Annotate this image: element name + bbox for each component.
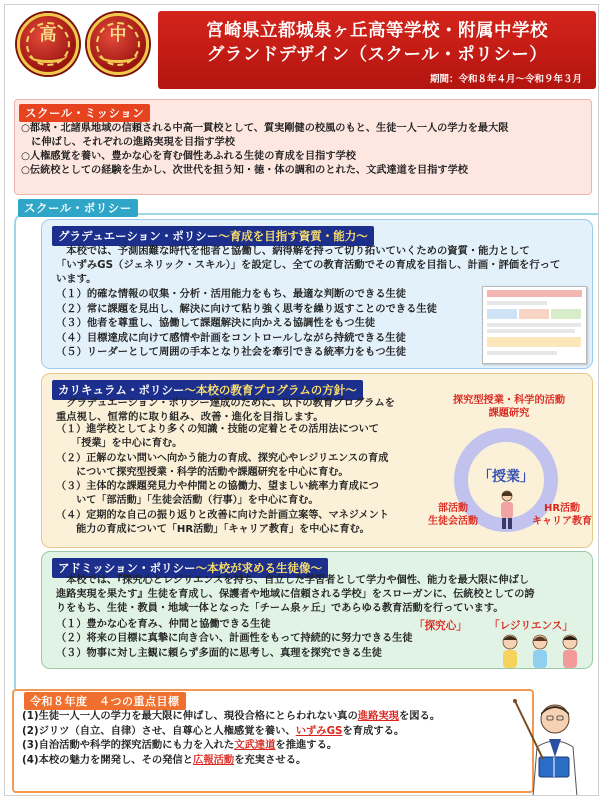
curriculum-list bbox=[56, 423, 424, 537]
mission-item: ○都城・北諸県地域の信頼される中高一貫校として、質実剛健の校風のもと、生徒一人一人の学力を最大限 bbox=[21, 123, 509, 134]
grand-design-page bbox=[4, 4, 599, 796]
mission-list bbox=[21, 122, 591, 178]
admission-intro: 本校では、『探究心とレジリエンスを持ち、自立した学習者として学力や個性、能力を最大限に伸ばし 進路実現を果たす』生徒を育成し、保護者や地域に信頼される学校」をスローガンに、伝統校としての誇 りをもち、生徒・教員・地域一体となった「チーム泉ヶ丘」であらゆる教育活動を行っています。 bbox=[56, 575, 535, 615]
goal-item: (4)本校の魅力を開発し、その発信と広報活動を充実させる。 bbox=[22, 753, 307, 766]
curriculum-policy-tag: カリキュラム・ポリシー～本校の教育プログラムの方針～ bbox=[52, 380, 363, 400]
goal-item: (3)自治活動や科学的探究活動にも力を入れた文武達道を推進する。 bbox=[22, 739, 338, 752]
goals-tag: 令和８年度 ４つの重点目標 bbox=[24, 692, 186, 710]
graduation-policy-box bbox=[41, 219, 593, 369]
diagram-label-class: 「授業」 bbox=[478, 469, 534, 485]
graduation-policy-tag: グラデュエーション・ポリシー～育成を目指す資質・能力～ bbox=[52, 226, 374, 246]
graduation-list bbox=[56, 287, 476, 360]
diagram-label-club: 部活動 生徒会活動 bbox=[428, 503, 478, 527]
title-banner bbox=[158, 11, 596, 89]
principal-illustration-icon bbox=[503, 697, 599, 796]
mission-item: ○人権感覚を養い、豊かな心を育む個性あふれる生徒の育成を目指す学校 bbox=[21, 151, 356, 162]
keyword-resilience: 「レジリエンス」 bbox=[489, 620, 573, 632]
goal-item: (1)生徒一人一人の学力を最大限に伸ばし、現役合格にとらわれない真の進路実現を図る。 bbox=[22, 710, 441, 722]
students-illustration-icon bbox=[490, 632, 590, 668]
curriculum-policy-box bbox=[41, 373, 593, 548]
admission-list bbox=[56, 618, 476, 661]
school-policy-tag: スクール・ポリシー bbox=[18, 199, 138, 217]
list-item: （２）正解のない問いへ向かう能力の育成、探究心やレジリエンスの育成 bbox=[56, 452, 389, 464]
page-subtitle: グランドデザイン（スクール・ポリシー） bbox=[206, 45, 548, 65]
page-title: 宮崎県立都城泉ヶ丘高等学校・附属中学校 bbox=[206, 21, 548, 41]
diagram-label-hr: HR活動 キャリア教育 bbox=[532, 503, 592, 527]
admission-policy-box bbox=[41, 551, 593, 669]
list-item: （４）定期的な自己の振り返りと改善に向けた計画立案等、マネジメント bbox=[56, 509, 389, 521]
list-item: 能力の育成について「HR活動」「キャリア教育」を中心に育む。 bbox=[56, 524, 370, 536]
list-item: （３）他者を尊重し、協働して課題解決に向かえる協調性をもつ生徒 bbox=[56, 317, 376, 330]
list-item: （１）進学校としてより多くの知識・技能の定着とその活用法について bbox=[56, 424, 379, 435]
izumi-gs-document-thumbnail bbox=[482, 286, 587, 364]
mission-tag: スクール・ミッション bbox=[19, 104, 150, 122]
list-item: 「授業」を中心に育む。 bbox=[56, 438, 183, 450]
diagram-label-inquiry: 探究型授業・科学的活動 課題研究 bbox=[452, 395, 566, 419]
goals-list bbox=[22, 709, 492, 767]
high-school-emblem-icon: 高 bbox=[17, 13, 79, 75]
junior-high-emblem-icon: 中 bbox=[87, 13, 149, 75]
admission-policy-tag: アドミッション・ポリシー～本校が求める生徒像～ bbox=[52, 558, 328, 578]
school-mission-section bbox=[14, 99, 592, 195]
list-item: （１）豊かな心を育み、仲間と協働できる生徒 bbox=[56, 619, 271, 630]
list-item: （５）リーダーとして周囲の手本となり社会を牽引できる統率力をもつ生徒 bbox=[56, 346, 407, 359]
list-item: （２）将来の目標に真摯に向き合い、計画性をもって持続的に努力できる生徒 bbox=[56, 633, 413, 645]
teacher-figure-icon bbox=[497, 490, 517, 530]
education-program-diagram bbox=[424, 394, 594, 544]
list-item: （３）物事に対し主観に頼らず多面的に思考し、真理を探究できる生徒 bbox=[56, 647, 382, 659]
goal-item: (2)ジリツ（自立、自律）させ、自尊心と人権感覚を養い、いずみGSを育成する。 bbox=[22, 724, 405, 737]
list-item: いて「部活動」「生徒会活動（行事）」を中心に育む。 bbox=[56, 495, 319, 507]
keyword-inquiry: 「探究心」 bbox=[414, 620, 467, 632]
header bbox=[5, 5, 598, 97]
curriculum-intro: グラデュエーション・ポリシー達成のために、以下の教育プログラムを 重点視し、恒常的に取り組み、改善・進化を目指します。 bbox=[56, 397, 395, 423]
graduation-intro: 本校では、予測困難な時代を他者と協働し、納得解を持って切り拓いていくための資質・能力として 「いずみGS（ジェネリック・スキル）」を設定し、全ての教育活動でその育成を目指し、計画・評価を行って います。 bbox=[56, 245, 561, 285]
mission-item: ○伝統校としての経験を生かし、次世代を担う知・徳・体の調和のとれた、文武達道を目指す学校 bbox=[21, 165, 468, 176]
list-item: （３）主体的な課題発見力や仲間との協働力、望ましい統率力育成につ bbox=[56, 481, 379, 493]
list-item: （１）的確な情報の収集・分析・活用能力をもち、最適な判断のできる生徒 bbox=[56, 288, 407, 300]
period-label: 期間：令和８年４月～令和９年３月 bbox=[429, 74, 582, 85]
mission-item: に伸ばし、それぞれの進路実現を目指す学校 bbox=[21, 137, 235, 148]
list-item: （４）目標達成に向けて感情や計画をコントロールしながら持続できる生徒 bbox=[56, 331, 406, 344]
annual-goals-box bbox=[12, 689, 534, 793]
list-item: について探究型授業・科学的活動や課題研究を中心に育む。 bbox=[56, 466, 349, 478]
list-item: （２）常に課題を見出し、解決に向けて粘り強く思考を繰り返すことのできる生徒 bbox=[56, 302, 437, 315]
